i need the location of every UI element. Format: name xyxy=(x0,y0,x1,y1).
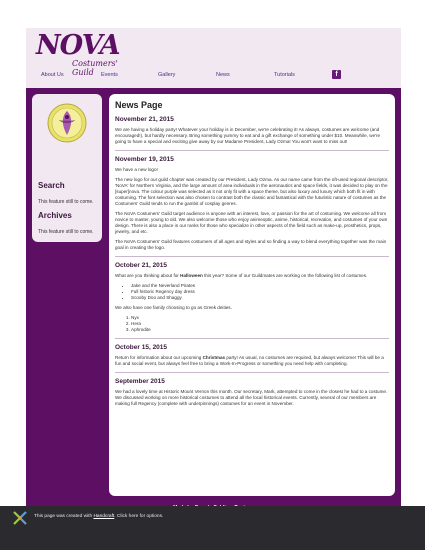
page-frame xyxy=(26,28,401,520)
text-span: Return for information about our upcoming xyxy=(115,355,203,360)
list-item: • Full historic Regency day dress xyxy=(131,289,389,295)
post-date-sep: September 2015 xyxy=(115,378,165,385)
handcraft-logo-icon xyxy=(12,510,28,526)
post-date-oct15: October 15, 2015 xyxy=(115,344,168,351)
divider xyxy=(115,338,389,339)
handcraft-link[interactable]: Handcraft xyxy=(93,514,115,519)
post-oct21-p1 xyxy=(115,273,389,279)
costume-list xyxy=(115,283,389,301)
list-item: 2. Hera xyxy=(131,321,389,327)
list-item: 1. Nyx xyxy=(131,315,389,321)
logo-text: NOVA xyxy=(36,30,120,61)
post-date-oct21: October 21, 2015 xyxy=(115,262,168,269)
text-span: this year? Some of our Guildmates are working on the following list of costumes. xyxy=(202,273,368,278)
post-date-nov21: November 21, 2015 xyxy=(115,116,174,123)
nav-news[interactable]: News xyxy=(216,72,230,78)
text-span: What are you thinking about for xyxy=(115,273,181,278)
news-content xyxy=(109,94,395,496)
nav-about-us[interactable]: About Us xyxy=(41,72,64,78)
header xyxy=(26,28,401,88)
guild-emblem-icon xyxy=(46,102,88,144)
post-oct15-p1 xyxy=(115,355,389,367)
logo-subtitle: Costumers' Guild xyxy=(72,59,118,77)
nav-events[interactable]: Events xyxy=(101,72,118,78)
page-title: News Page xyxy=(115,100,163,110)
list-item: • Scooby Doo and Shaggy xyxy=(131,295,389,301)
post-oct21-p2: We also have one family choosing to go as Greek deities. xyxy=(115,305,232,310)
text-span: . Click here for options. xyxy=(114,514,164,519)
divider xyxy=(115,256,389,257)
facebook-icon[interactable]: f xyxy=(332,70,341,79)
search-heading: Search xyxy=(38,181,65,190)
divider xyxy=(115,150,389,151)
post-nov21-p1: We are having a holiday party! Whatever your holiday is in December, we're celebrating it! As always, costumes are welcome (and encouraged!), but hardly necessary. Bring something yummy to eat and a gift exchange of something under $10. Meanwhile, we're going to have a special and exciting give away by our Madame President, Lady Ozma! You won't want to miss out! xyxy=(115,127,381,144)
post-sep-p1: We had a lovely time at Historic Mount Vernon this month. Our secretary, Mark, attempted to come in the closest he had to a costume. We discussed working on more historical costumes to attend all the local historical events. Currently, several of our members are making full Regency (complete with underpinnings) costumes for an event in November. xyxy=(115,389,388,406)
post-date-nov19: November 19, 2015 xyxy=(115,156,174,163)
main-nav xyxy=(26,72,401,86)
bold-text: Christmas xyxy=(202,355,226,360)
text-span: This page was created with xyxy=(34,514,94,519)
post-nov19-p1: We have a new logo! xyxy=(115,167,158,172)
nav-tutorials[interactable]: Tutorials xyxy=(274,72,295,78)
deities-list xyxy=(115,315,389,333)
text-span: party! As usual, no costumes are required, but always welcome! This will be a fun and social event, but always feel free to bring a Work-In-Progress or something you need help with completing. xyxy=(115,355,384,366)
list-item: • Jake and the Neverland Pirates xyxy=(131,283,389,289)
post-nov19-p3: The NoVA Costumers' Guild target audience is anyone with an interest, love, or passion for the art of costuming. We welcome all from novice to master, young to old. We also welcome those who enjoy animeoptic, anime, historical, recreation, and costumes of your own design. There is also a place in our ranks for those who specialize in other aspects of the field such as make-up, prosthetics, props, jewelry, and etc. xyxy=(115,211,388,234)
search-placeholder-text: This feature still to come. xyxy=(38,199,94,205)
post-nov19-p4: The NoVA Costumers' Guild features costumers of all ages and styles and so finding a way to blend everything together was the main goal in creating the logo. xyxy=(115,239,387,250)
divider xyxy=(115,372,389,373)
sidebar xyxy=(32,94,102,242)
footer xyxy=(26,496,401,506)
archives-placeholder-text: This feature still to come. xyxy=(38,229,94,235)
handcraft-bar[interactable] xyxy=(0,506,425,550)
archives-heading: Archives xyxy=(38,211,72,220)
post-nov19-p2: The new logo for our guild chapter was created by our President, Lady Ozma. As our name came from the oft-used regional descriptor, 'NoVA' for Northern Virginia, and the large amount of area individuals in the aeronautics and space fields, it was decided to play on the [super]nova. The colour purple was selected as it not only fit with a space theme, but also luxury and luxury which both fit in with costuming. The font selection was also chosen to contrast both the classic and fantastical with the futuristic nature of costumes as the Costumers' Guild tends to run the gambit of cosplay genres. xyxy=(115,177,389,206)
handcraft-message xyxy=(34,514,163,519)
nav-gallery[interactable]: Gallery xyxy=(158,72,176,78)
bold-text: Halloween xyxy=(180,273,203,278)
list-item: 3. Aphrodite xyxy=(131,327,389,333)
